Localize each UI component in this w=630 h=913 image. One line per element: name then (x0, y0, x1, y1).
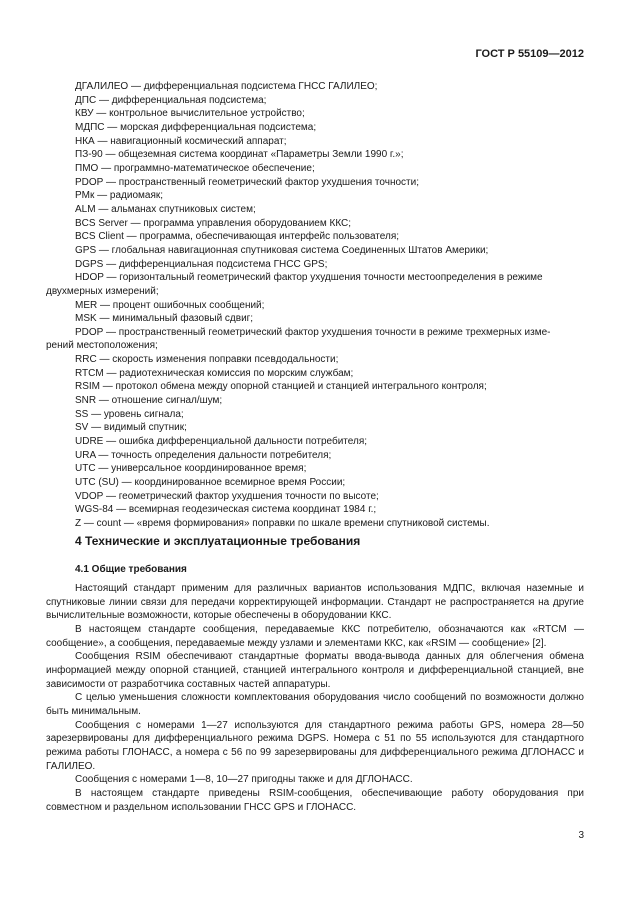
abbreviation-item: PDOP — пространственный геометрический фактор ухудшения точности; (75, 176, 419, 188)
abbreviation-item: URA — точность определения дальности потребителя; (75, 449, 332, 461)
abbreviation-text: HDOP — горизонтальный геометрический фактор ухудшения точности местоопределения в режиме (75, 272, 543, 284)
abbreviation-item: UTC (SU) — координированное всемирное время России; (75, 477, 346, 489)
paragraph: В настоящем стандарте сообщения, передаваемые ККС потребителю, обозначаются как «RTCM — сообщение», а сообщения, передаваемые между узлами и элементами ККС, как «RSIM — сообщение» [2]. (46, 623, 584, 649)
abbreviation-item: MER — процент ошибочных сообщений; (75, 299, 265, 311)
abbreviation-item: RTCM — радиотехническая комиссия по морским службам; (75, 367, 354, 379)
abbreviations-list (46, 80, 584, 531)
abbreviation-item: КВУ — контрольное вычислительное устройство; (75, 108, 305, 120)
abbreviation-item: ПЗ-90 — общеземная система координат «Параметры Земли 1990 г.»; (75, 149, 404, 161)
paragraph: Настоящий стандарт применим для различных вариантов использования МДПС, включая наземные и спутниковые линии связи для передачи корректирующей информации. Стандарт не распространяется на другие вычислительные возможности, которые обеспечены в оборудовании ККС. (46, 583, 584, 622)
paragraph: Сообщения с номерами 1—8, 10—27 пригодны также и для ДГЛОНАСС. (75, 774, 413, 786)
paragraph: Сообщения с номерами 1—27 используются для стандартного режима работы GPS, номера 28—50 зарезервированы для дифференциального режима DGPS. Номера с 51 по 55 используются для стандартного режима работы ГЛОНАСС, а номера с 56 по 99 зарезервированы для дифференциального режима ДГЛОНАСС и ГАЛИЛЕО. (46, 719, 584, 772)
paragraph: С целью уменьшения сложности комплектования оборудования число сообщений по возможности должно быть минимальным. (46, 692, 584, 717)
page-number: 3 (578, 830, 584, 841)
document-header: ГОСТ Р 55109—2012 (475, 48, 584, 60)
paragraph: Сообщения RSIM обеспечивают стандартные форматы ввода-вывода данных для облегчения обмена информацией между опорной станцией, станцией интегрального контроля и дифференциальной станцией, вне зависимости от разработчика составных частей аппаратуры. (46, 651, 584, 690)
abbreviation-item: RSIM — протокол обмена между опорной станцией и станцией интегрального контроля; (75, 381, 487, 393)
abbreviation-item: PMк — радиомаяк; (75, 190, 164, 202)
abbreviation-item: ДГАЛИЛЕО — дифференциальная подсистема ГНСС ГАЛИЛЕО; (75, 81, 378, 92)
abbreviation-item: GPS — глобальная навигационная спутниковая система Соединенных Штатов Америки; (75, 244, 489, 256)
abbreviation-item: UDRE — ошибка дифференциальной дальности потребителя; (75, 436, 368, 448)
abbreviation-item: VDOP — геометрический фактор ухудшения точности по высоте; (75, 490, 379, 502)
abbreviation-continuation: двухмерных измерений; (46, 285, 159, 297)
abbreviation-item: BCS Server — программа управления оборудованием ККС; (75, 217, 352, 229)
abbreviation-item: MSK — минимальный фазовый сдвиг; (75, 313, 254, 325)
abbreviation-item: WGS-84 — всемирная геодезическая система координат 1984 г.; (75, 504, 377, 516)
abbreviation-item: SV — видимый спутник; (75, 422, 187, 434)
subsection-title: 4.1 Общие требования (75, 564, 187, 575)
paragraph: В настоящем стандарте приведены RSIM-сообщения, обеспечивающие работу оборудования при совместном и раздельном использовании ГНСС GPS и ГЛОНАСС. (46, 787, 584, 813)
abbreviation-text: PDOP — пространственный геометрический фактор ухудшения точности в режиме трехмерных изме- (75, 326, 551, 338)
abbreviation-item: RRC — скорость изменения поправки псевдодальности; (75, 354, 339, 366)
abbreviation-item-hdop (46, 271, 584, 298)
abbreviation-item: ALM — альманах спутниковых систем; (75, 203, 256, 215)
abbreviation-item: SS — уровень сигнала; (75, 408, 184, 420)
abbreviation-item: SNR — отношение сигнал/шум; (75, 395, 223, 407)
abbreviation-item: Z — count — «время формирования» поправки по шкале времени спутниковой системы. (75, 518, 490, 529)
abbreviation-item: BCS Client — программа, обеспечивающая интерфейс пользователя; (75, 231, 400, 243)
abbreviation-item: ДПС — дифференциальная подсистема; (75, 94, 267, 106)
abbreviation-item: ПМО — программно-математическое обеспечение; (75, 162, 315, 174)
abbreviation-item: НКА — навигационный космический аппарат; (75, 135, 287, 147)
section-body (46, 582, 584, 814)
abbreviation-continuation: рений местоположения; (46, 340, 158, 352)
abbreviation-item-pdop (46, 326, 584, 353)
section-title: 4 Технические и эксплуатационные требования (75, 534, 361, 548)
abbreviation-item: МДПС — морская дифференциальная подсистема; (75, 121, 317, 133)
abbreviation-item: UTC — универсальное координированное время; (75, 463, 307, 475)
abbreviation-item: DGPS — дифференциальная подсистема ГНСС GPS; (75, 258, 328, 270)
